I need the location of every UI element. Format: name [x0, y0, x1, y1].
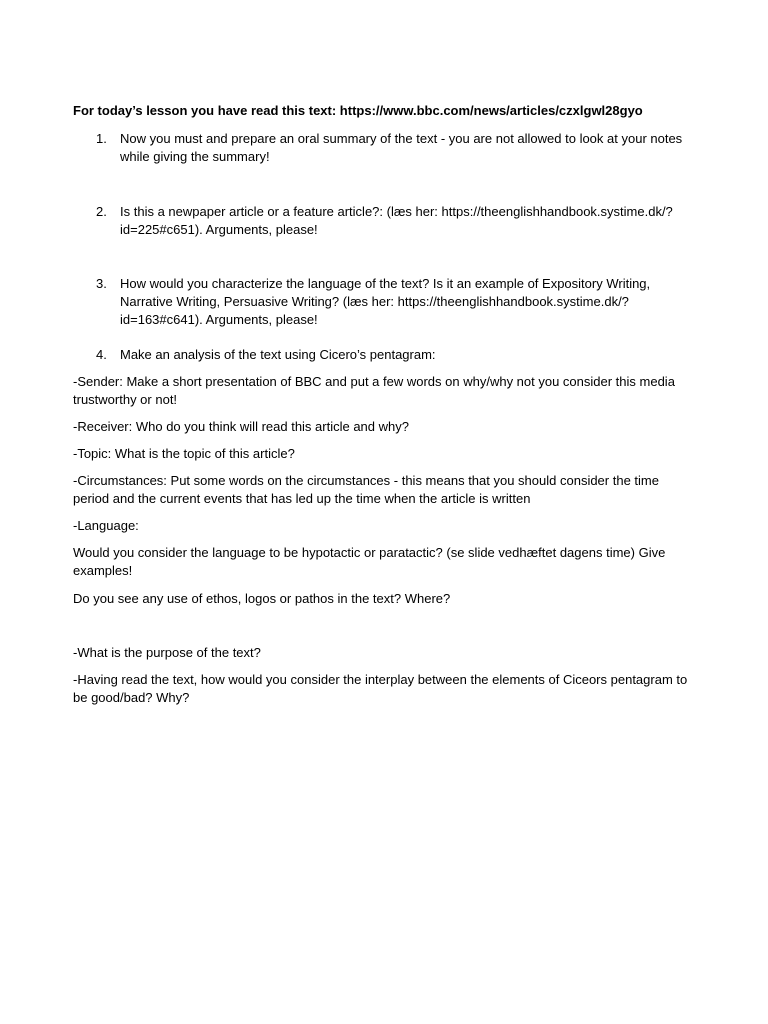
list-number: 3.: [96, 276, 107, 291]
paragraph-hypotactic: Would you consider the language to be hypotactic or paratactic? (se slide vedhæftet dagens time) Give examples!: [73, 545, 666, 578]
paragraph-receiver: -Receiver: Who do you think will read this article and why?: [73, 419, 409, 434]
list-item-text: Is this a newpaper article or a feature article?: (læs her: https://theenglishhandbook.systime.dk/?id=225#c651). Arguments, please!: [120, 204, 673, 237]
list-item-text: Now you must and prepare an oral summary of the text - you are not allowed to look at your notes while giving the summary!: [120, 131, 683, 164]
paragraph-sender: -Sender: Make a short presentation of BBC and put a few words on why/why not you consider this media trustworthy or not!: [73, 374, 675, 407]
list-number: 4.: [96, 347, 107, 362]
paragraph-language: -Language:: [73, 518, 139, 533]
paragraph-circumstances: -Circumstances: Put some words on the circumstances - this means that you should consider the time period and the current events that has led up the time when the article is written: [73, 473, 659, 506]
paragraph-purpose: -What is the purpose of the text?: [73, 645, 261, 660]
list-item-text: Make an analysis of the text using Cicero’s pentagram:: [120, 347, 436, 362]
lesson-heading: For today’s lesson you have read this text: https://www.bbc.com/news/articles/czxlgwl28gyo: [73, 103, 643, 118]
paragraph-ethos: Do you see any use of ethos, logos or pathos in the text? Where?: [73, 591, 451, 606]
paragraph-topic: -Topic: What is the topic of this article?: [73, 446, 295, 461]
list-number: 1.: [96, 131, 107, 146]
list-number: 2.: [96, 204, 107, 219]
list-item-text: How would you characterize the language of the text? Is it an example of Expository Writing, Narrative Writing, Persuasive Writing? (læs her: https://theenglishhandbook.systime.dk/?id=163#c641). Arguments, please!: [120, 276, 651, 327]
paragraph-interplay: -Having read the text, how would you consider the interplay between the elements of Ciceors pentagram to be good/bad? Why?: [73, 672, 688, 705]
